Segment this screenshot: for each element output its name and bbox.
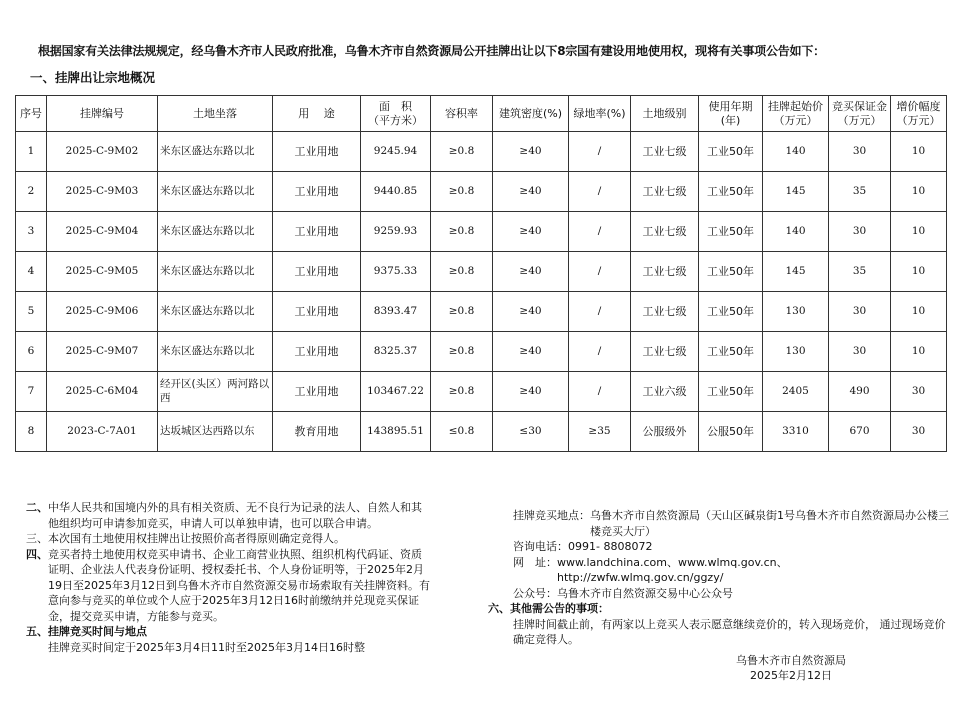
table-cell: ≥0.8 — [431, 132, 493, 172]
table-cell: ≥0.8 — [431, 332, 493, 372]
column-header: 用 途 — [273, 96, 361, 132]
table-cell: 3310 — [763, 412, 829, 452]
table-cell: 2025-C-9M02 — [47, 132, 158, 172]
column-header: 序号 — [16, 96, 47, 132]
table-cell: 工业用地 — [273, 292, 361, 332]
table-cell: 2405 — [763, 372, 829, 412]
table-cell: 达坂城区达西路以东 — [158, 412, 273, 452]
table-cell: 130 — [763, 332, 829, 372]
table-cell: 8325.37 — [361, 332, 431, 372]
table-row — [16, 172, 947, 212]
table-cell: 30 — [829, 212, 891, 252]
table-cell: 10 — [891, 212, 947, 252]
table-cell: 30 — [829, 332, 891, 372]
table-cell: 公服级外 — [631, 412, 699, 452]
website-label: 网 址： — [513, 555, 557, 569]
table-cell: 工业50年 — [699, 132, 763, 172]
s4-text: 竞买者持土地使用权竞买申请书、企业工商营业执照、组织机构代码证、资质证明、企业法人代表身份证明、授权委托书、个人身份证明等，于2025年2月19日至2025年3月12日到乌鲁木齐市自然资源交易市场索取有关挂牌资料。有意向参与竞买的单位或个人应于2025年3月12日16时前缴纳并兑现竞买保证金，提交竞买申请，方能参与竞买。 — [48, 547, 430, 623]
table-cell: 工业50年 — [699, 212, 763, 252]
table-cell: / — [569, 292, 631, 332]
table-cell: 670 — [829, 412, 891, 452]
signing-organization: 乌鲁木齐市自然资源局 — [736, 654, 846, 667]
s5-heading: 五、挂牌竞买时间与地点 — [26, 625, 147, 638]
table-cell: 工业用地 — [273, 372, 361, 412]
column-header: 使用年期 (年) — [699, 96, 763, 132]
table-cell: 140 — [763, 212, 829, 252]
table-cell: 工业用地 — [273, 212, 361, 252]
s3-text: 本次国有土地使用权挂牌出让按照价高者得原则确定竞得人。 — [48, 532, 345, 545]
table-cell: 3 — [16, 212, 47, 252]
wechat-label: 公众号： — [513, 586, 557, 600]
table-cell: 米东区盛达东路以北 — [158, 132, 273, 172]
table-row — [16, 412, 947, 452]
table-cell: 2025-C-9M04 — [47, 212, 158, 252]
table-cell: 103467.22 — [361, 372, 431, 412]
table-cell: / — [569, 332, 631, 372]
place-value: 乌鲁木齐市自然资源局（天山区碱泉街1号乌鲁木齐市自然资源局办公楼三楼竞买大厅） — [590, 509, 949, 538]
table-cell: 30 — [891, 412, 947, 452]
wechat-value: 乌鲁木齐市自然资源交易中心公众号 — [557, 586, 733, 600]
table-cell: 经开区(头区）两河路以西 — [158, 372, 273, 412]
column-header: 建筑密度(%) — [493, 96, 569, 132]
table-cell: 工业用地 — [273, 132, 361, 172]
table-cell: 9245.94 — [361, 132, 431, 172]
table-cell: 30 — [829, 132, 891, 172]
table-cell: 工业六级 — [631, 372, 699, 412]
table-cell: / — [569, 252, 631, 292]
table-cell: ≥35 — [569, 412, 631, 452]
table-cell: 工业七级 — [631, 172, 699, 212]
phone-label: 咨询电话： — [513, 540, 568, 553]
table-cell: 30 — [829, 292, 891, 332]
land-parcel-table — [15, 95, 947, 452]
table-cell: 工业50年 — [699, 332, 763, 372]
table-cell: 10 — [891, 292, 947, 332]
phone-value: 0991- 8808072 — [568, 540, 653, 553]
table-cell: 2025-C-9M03 — [47, 172, 158, 212]
table-cell: ≥40 — [493, 292, 569, 332]
table-cell: ≥0.8 — [431, 372, 493, 412]
s3-num: 三、 — [26, 532, 48, 545]
s2-text: 中华人民共和国境内外的具有相关资质、无不良行为记录的法人、自然人和其他组织均可申请参加竞买，申请人可以单独申请，也可以联合申请。 — [48, 501, 422, 530]
table-cell: / — [569, 132, 631, 172]
left-notice-column — [26, 500, 431, 655]
table-cell: 工业用地 — [273, 332, 361, 372]
s2-num: 二、 — [26, 501, 48, 514]
table-cell: 140 — [763, 132, 829, 172]
table-cell: 8 — [16, 412, 47, 452]
table-row — [16, 332, 947, 372]
column-header: 增价幅度 （万元） — [891, 96, 947, 132]
table-cell: ≥40 — [493, 172, 569, 212]
s5-text: 挂牌竞买时间定于2025年3月4日11时至2025年3月14日16时整 — [48, 640, 365, 654]
table-cell: 2025-C-9M05 — [47, 252, 158, 292]
s4-num: 四、 — [26, 547, 48, 561]
table-cell: ≥40 — [493, 252, 569, 292]
column-header: 挂牌起始价 （万元） — [763, 96, 829, 132]
table-row — [16, 292, 947, 332]
column-header: 挂牌编号 — [47, 96, 158, 132]
column-header: 土地坐落 — [158, 96, 273, 132]
table-cell: 教育用地 — [273, 412, 361, 452]
table-cell: 6 — [16, 332, 47, 372]
table-cell: 2025-C-6M04 — [47, 372, 158, 412]
table-cell: 490 — [829, 372, 891, 412]
table-cell: 1 — [16, 132, 47, 172]
table-cell: 30 — [891, 372, 947, 412]
table-cell: ≥40 — [493, 332, 569, 372]
table-cell: 米东区盛达东路以北 — [158, 332, 273, 372]
table-cell: 工业七级 — [631, 252, 699, 292]
table-cell: 2025-C-9M06 — [47, 292, 158, 332]
table-cell: 工业50年 — [699, 372, 763, 412]
table-cell: 4 — [16, 252, 47, 292]
table-cell: / — [569, 212, 631, 252]
table-cell: 工业50年 — [699, 172, 763, 212]
announcement-intro: 根据国家有关法律法规规定，经乌鲁木齐市人民政府批准，乌鲁木齐市自然资源局公开挂牌出让以下8宗国有建设用地使用权，现将有关事项公告如下： — [38, 44, 825, 58]
column-header: 绿地率(%) — [569, 96, 631, 132]
website-value-1[interactable]: www.landchina.com、www.wlmq.gov.cn、 — [557, 555, 788, 569]
table-cell: 143895.51 — [361, 412, 431, 452]
s6-heading: 六、其他需公告的事项： — [488, 602, 609, 615]
table-cell: 2025-C-9M07 — [47, 332, 158, 372]
signature-block — [736, 653, 846, 683]
table-cell: ≥40 — [493, 212, 569, 252]
table-cell: ≥40 — [493, 132, 569, 172]
table-cell: 10 — [891, 172, 947, 212]
table-row — [16, 372, 947, 412]
section-1-title: 一、挂牌出让宗地概况 — [30, 70, 156, 85]
table-cell: 9375.33 — [361, 252, 431, 292]
table-cell: 35 — [829, 252, 891, 292]
table-cell: 工业七级 — [631, 292, 699, 332]
table-cell: 工业50年 — [699, 252, 763, 292]
table-cell: / — [569, 372, 631, 412]
s6-text: 挂牌时间截止前，有两家以上竞买人表示愿意继续竞价的，转入现场竞价， 通过现场竞价确定竞得人。 — [513, 617, 946, 646]
table-cell: / — [569, 172, 631, 212]
table-cell: 工业七级 — [631, 332, 699, 372]
table-cell: 米东区盛达东路以北 — [158, 252, 273, 292]
table-cell: 9259.93 — [361, 212, 431, 252]
column-header: 容积率 — [431, 96, 493, 132]
table-cell: ≥0.8 — [431, 292, 493, 332]
table-cell: 10 — [891, 332, 947, 372]
table-row — [16, 212, 947, 252]
table-cell: 公服50年 — [699, 412, 763, 452]
table-cell: ≥0.8 — [431, 172, 493, 212]
table-cell: 10 — [891, 252, 947, 292]
right-notice-column — [488, 508, 953, 648]
table-cell: 工业用地 — [273, 172, 361, 212]
table-cell: 米东区盛达东路以北 — [158, 172, 273, 212]
table-cell: ≤30 — [493, 412, 569, 452]
table-cell: 5 — [16, 292, 47, 332]
table-cell: 米东区盛达东路以北 — [158, 212, 273, 252]
table-cell: 2023-C-7A01 — [47, 412, 158, 452]
table-cell: 工业50年 — [699, 292, 763, 332]
table-cell: 米东区盛达东路以北 — [158, 292, 273, 332]
table-cell: 8393.47 — [361, 292, 431, 332]
table-header-row — [16, 96, 947, 132]
table-cell: 145 — [763, 172, 829, 212]
column-header: 面 积 （平方米） — [361, 96, 431, 132]
table-cell: ≥40 — [493, 372, 569, 412]
table-cell: ≥0.8 — [431, 212, 493, 252]
table-row — [16, 252, 947, 292]
column-header: 竞买保证金 （万元） — [829, 96, 891, 132]
table-cell: 145 — [763, 252, 829, 292]
place-label: 挂牌竞买地点： — [513, 509, 590, 522]
table-cell: 工业七级 — [631, 212, 699, 252]
table-cell: ≤0.8 — [431, 412, 493, 452]
table-cell: 2 — [16, 172, 47, 212]
table-cell: 10 — [891, 132, 947, 172]
signing-date: 2025年2月12日 — [750, 669, 832, 682]
table-cell: 工业七级 — [631, 132, 699, 172]
website-value-2[interactable]: http://zwfw.wlmq.gov.cn/ggzy/ — [557, 571, 724, 584]
table-cell: ≥0.8 — [431, 252, 493, 292]
column-header: 土地级别 — [631, 96, 699, 132]
table-cell: 7 — [16, 372, 47, 412]
table-row — [16, 132, 947, 172]
table-cell: 9440.85 — [361, 172, 431, 212]
table-cell: 35 — [829, 172, 891, 212]
table-cell: 130 — [763, 292, 829, 332]
table-cell: 工业用地 — [273, 252, 361, 292]
